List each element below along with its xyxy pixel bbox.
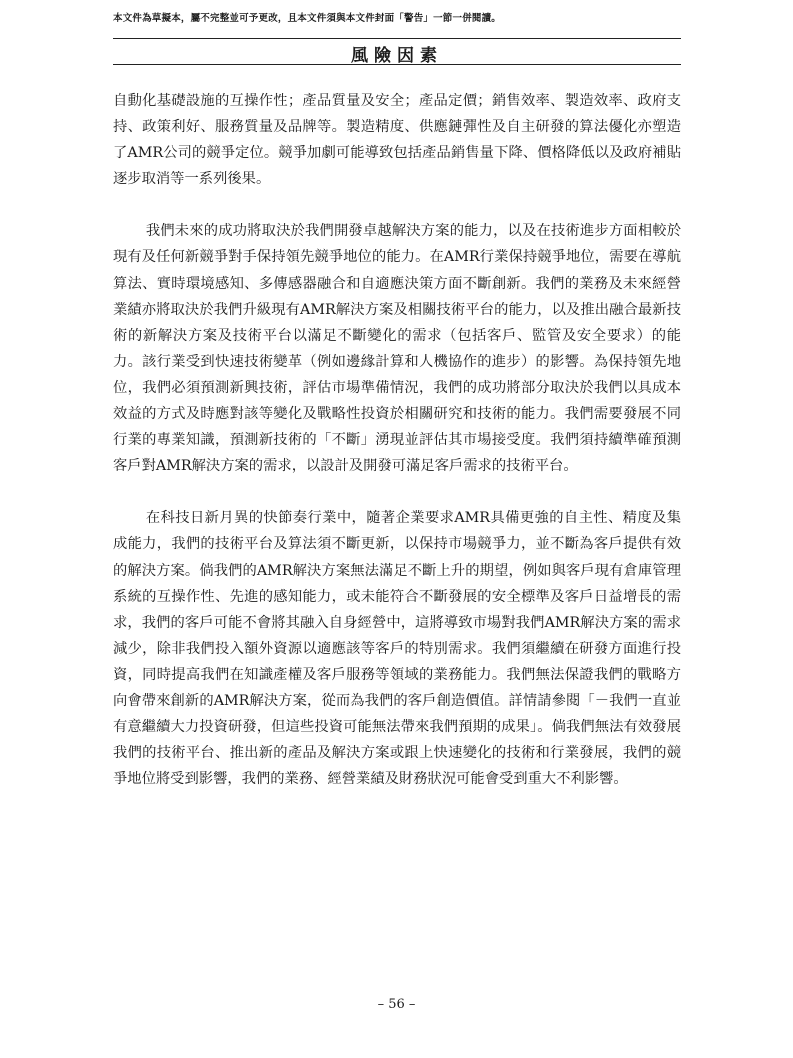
paragraph-technology-advancement: 我們未來的成功將取決於我們開發卓越解決方案的能力，以及在技術進步方面相較於現有及任何新競爭對手保持領先競爭地位的能力。在AMR行業保持競爭地位，需要在導航算法、實時環境感知、多傳感器融合和自適應決策方面不斷創新。我們的業務及未來經營業績亦將取決於我們升級現有AMR解決方案及相關技術平台的能力，以及推出融合最新技術的新解決方案及技術平台以滿足不斷變化的需求（包括客戶、監管及安全要求）的能力。該行業受到快速技術變革（例如邊緣計算和人機協作的進步）的影響。為保持領先地位，我們必須預測新興技術，評估市場準備情況，我們的成功將部分取決於我們以具成本效益的方式及時應對該等變化及戰略性投資於相關研究和技術的能力。我們需要發展不同行業的專業知識，預測新技術的「不斷」湧現並評估其市場接受度。我們須持續準確預測客戶對AMR解決方案的需求，以設計及開發可滿足客戶需求的技術平台。 bbox=[113, 223, 681, 475]
paragraph-continuation: 自動化基礎設施的互操作性；產品質量及安全；產品定價；銷售效率、製造效率、政府支持、政策利好、服務質量及品牌等。製造精度、供應鏈彈性及自主研發的算法優化亦塑造了AMR公司的競爭定位。競爭加劇可能導致包括產品銷售量下降、價格降低以及政府補貼逐步取消等一系列後果。 bbox=[113, 93, 681, 188]
paragraph-platform-updates: 在科技日新月異的快節奏行業中，隨著企業要求AMR具備更強的自主性、精度及集成能力，我們的技術平台及算法須不斷更新，以保持市場競爭力，並不斷為客戶提供有效的解決方案。倘我們的AMR解決方案無法滿足不斷上升的期望，例如與客戶現有倉庫管理系統的互操作性、先進的感知能力，或未能符合不斷發展的安全標準及客戶日益增長的需求，我們的客戶可能不會將其融入自身經營中，這將導致市場對我們AMR解決方案的需求減少，除非我們投入額外資源以適應該等客戶的特別需求。我們須繼續在研發方面進行投資，同時提高我們在知識產權及客戶服務等領域的業務能力。我們無法保證我們的戰略方向會帶來創新的AMR解決方案，從而為我們的客戶創造價值。詳情請參閱「－我們一直並有意繼續大力投資研發，但這些投資可能無法帶來我們預期的成果」。倘我們無法有效發展我們的技術平台、推出新的產品及解決方案或跟上快速變化的技術和行業發展，我們的競爭地位將受到影響，我們的業務、經營業績及財務狀況可能會受到重大不利影響。 bbox=[113, 510, 681, 788]
draft-notice: 本文件為草擬本，屬不完整並可予更改，且本文件須與本文件封面「警告」一節一併閱讀。 bbox=[113, 13, 502, 24]
header-rule-bottom bbox=[113, 64, 681, 65]
body-text bbox=[113, 88, 681, 818]
section-title: 風險因素 bbox=[351, 46, 443, 66]
header-rule-top bbox=[113, 38, 681, 39]
page-number: – 56 – bbox=[377, 997, 416, 1012]
